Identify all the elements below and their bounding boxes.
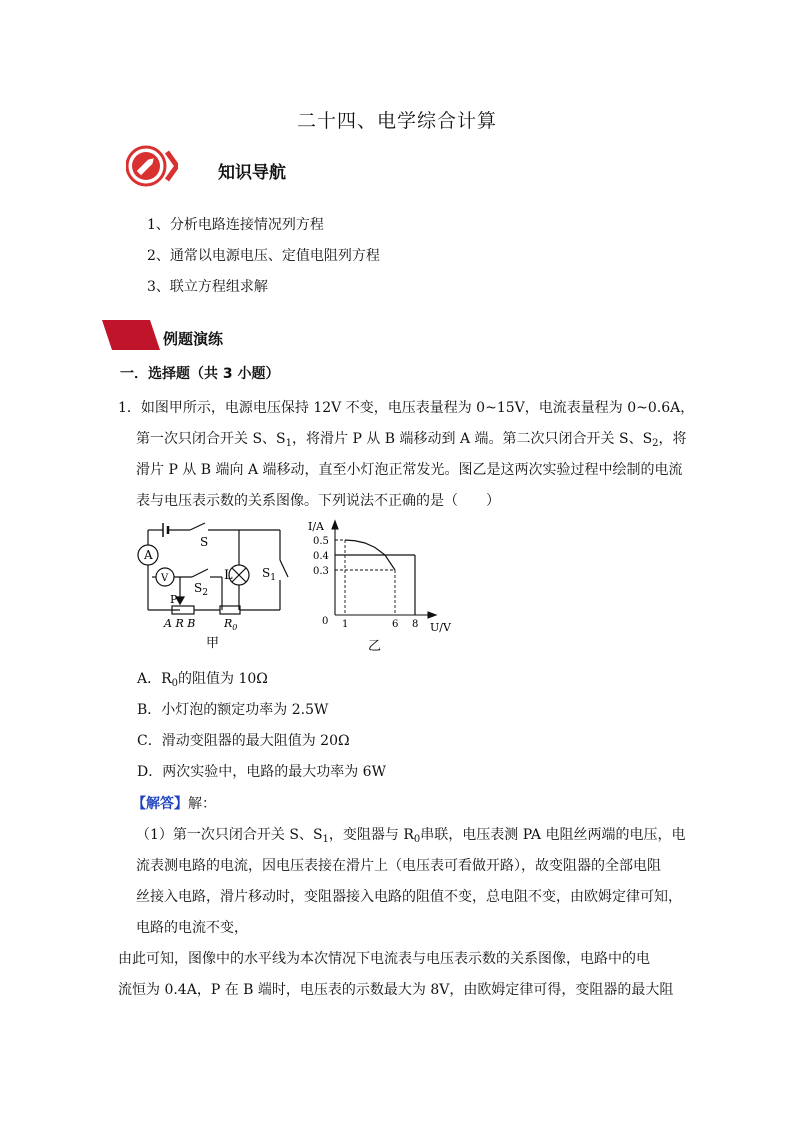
x-tick-label: 6: [392, 619, 399, 630]
answer-line: （1）第一次只闭合开关 S、$S_1$，变阻器与 $R_0$串联，电压表测 PA 电阻丝两端的电压，电: [136, 827, 686, 845]
question-line: 滑片 P 从 B 端向 A 端移动，直至小灯泡正常发光。图乙是这两次实验过程中绘制的电流: [136, 462, 683, 478]
resistor-r0: [220, 606, 240, 614]
svg-text:P: P: [170, 593, 178, 606]
option-b: B．小灯泡的额定功率为 2.5W: [137, 702, 329, 718]
svg-text:S2: $S_2$: [194, 581, 208, 598]
svg-text:R0: $R_0$: [224, 617, 238, 632]
pencil-circle-icon: [126, 143, 178, 189]
y-tick-label: 0.4: [313, 551, 329, 562]
knowledge-nav-heading: 知识导航: [218, 163, 286, 183]
answer-line: 流表测电路的电流，因电压表接在滑片上（电压表可看做开路），故变阻器的全部电阻: [136, 858, 661, 874]
graph-caption: 乙: [368, 639, 382, 654]
svg-text:A R B: A R B: [164, 617, 196, 630]
origin-label: 0: [322, 616, 329, 627]
answer-label: 【解答】解：: [132, 796, 216, 812]
x-tick-label: 8: [412, 619, 419, 630]
iu-graph: [300, 515, 460, 655]
svg-text:V: V: [161, 573, 169, 584]
answer-line: 由此可知，图像中的水平线为本次情况下电流表与电压表示数的关系图像，电路中的电: [118, 951, 650, 967]
svg-text:S1: $S_1$: [262, 566, 276, 583]
knowledge-item: 3、联立方程组求解: [147, 279, 268, 295]
circuit-caption: 甲: [206, 636, 220, 651]
examples-heading: 例题演练: [163, 330, 224, 348]
question-line: 第一次只闭合开关 S、$S_1$，将滑片 P 从 B 端移动到 A 端。第二次只闭合开关 S、$S_2$，将: [136, 431, 687, 449]
option-d: D．两次实验中，电路的最大功率为 6W: [137, 764, 386, 780]
x-tick-label: 1: [342, 619, 349, 630]
page-title: 二十四、电学综合计算: [296, 110, 497, 132]
svg-text:L: L: [224, 568, 233, 583]
option-a: A．$R_0$的阻值为 10Ω: [137, 671, 268, 689]
svg-text:A: A: [144, 548, 153, 562]
section-heading: 一．选择题（共 3 小题）: [120, 366, 280, 382]
option-c: C．滑动变阻器的最大阻值为 20Ω: [137, 733, 350, 749]
y-tick-label: 0.3: [313, 566, 329, 577]
y-tick-label: 0.5: [313, 536, 329, 547]
answer-line: 丝接入电路，滑片移动时，变阻器接入电路的阻值不变，总电阻不变，由欧姆定律可知，: [136, 889, 682, 905]
x-axis-arrow: [428, 612, 436, 618]
svg-text:S: S: [200, 535, 209, 549]
examples-banner-icon: [102, 320, 162, 350]
question-line: 1．如图甲所示，电源电压保持 12V 不变，电压表量程为 0~15V，电流表量程为 0~0.6A，: [118, 400, 695, 416]
chevron-right-icon: [167, 152, 177, 180]
y-axis-label: I/A: [308, 520, 324, 533]
y-axis-arrow: [332, 521, 338, 529]
question-line: 表与电压表示数的关系图像。下列说法不正确的是（ ）: [136, 493, 500, 509]
x-axis-label: U/V: [430, 621, 451, 634]
answer-line: 电路的电流不变，: [136, 920, 248, 936]
circuit-diagram: [120, 515, 300, 655]
knowledge-item: 1、分析电路连接情况列方程: [147, 217, 324, 233]
knowledge-item: 2、通常以电源电压、定值电阻列方程: [147, 248, 380, 264]
answer-line: 流恒为 0.4A，P 在 B 端时，电压表的示数最大为 8V，由欧姆定律可得，变阻器的最大阻: [118, 982, 674, 998]
